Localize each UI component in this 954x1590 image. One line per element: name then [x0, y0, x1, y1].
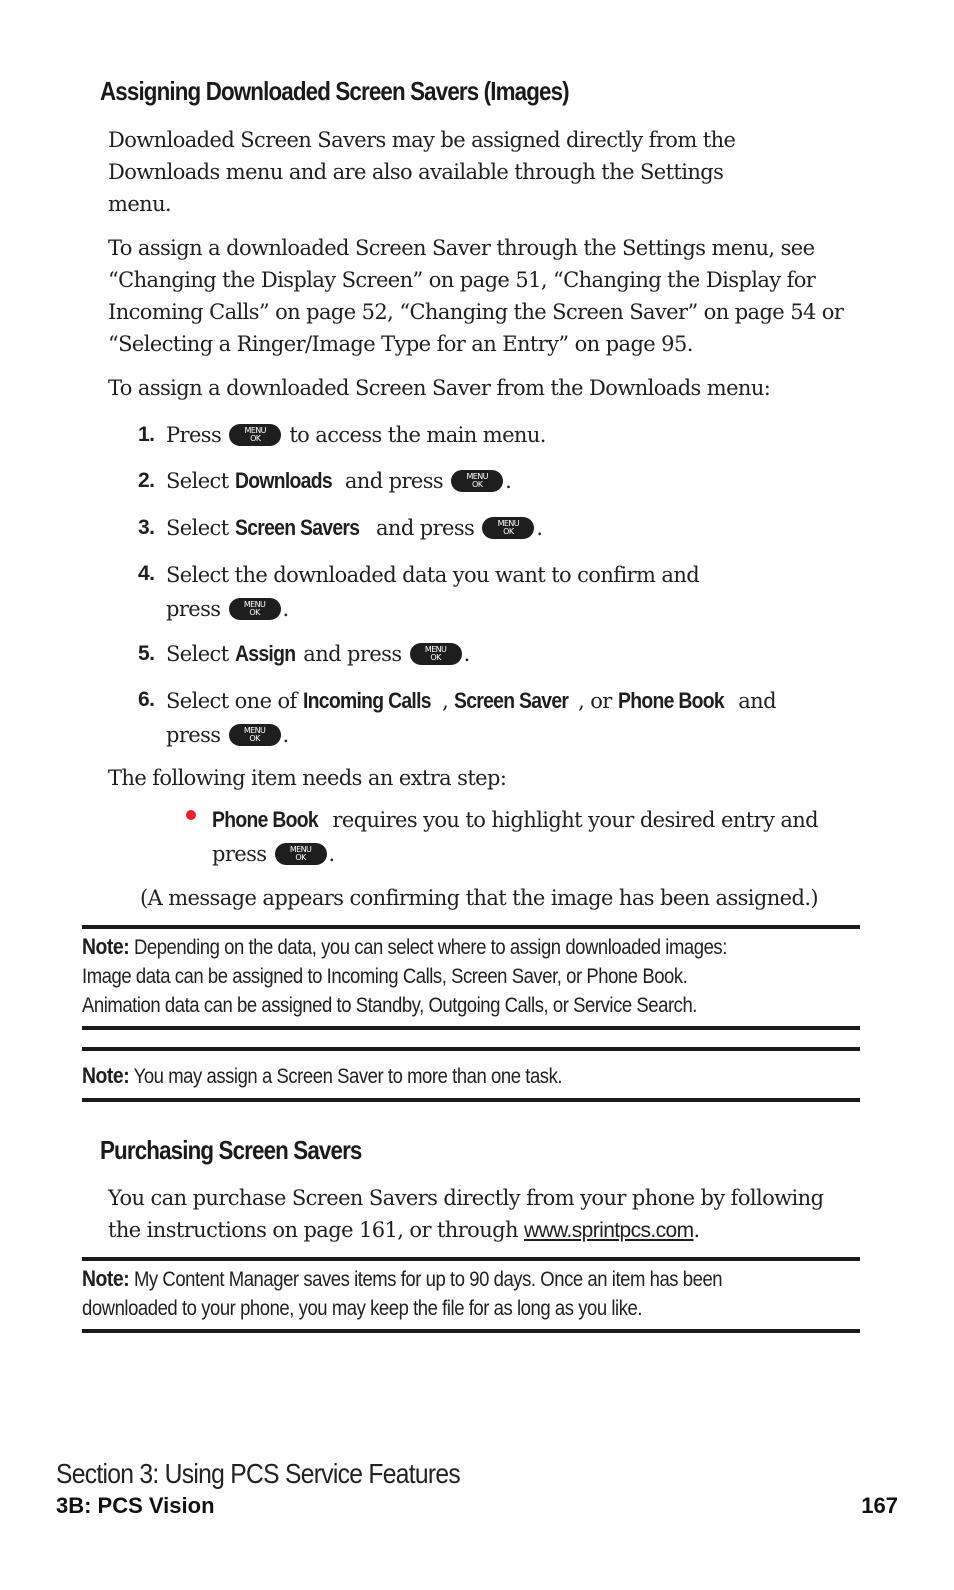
- footer-subsection: 3B: PCS Vision: [56, 1493, 215, 1518]
- note-rule-bottom: [82, 1329, 860, 1333]
- menu-term-screen-savers: Screen Savers: [234, 515, 359, 540]
- bullet-text: requires you to highlight your desired entry and: [332, 808, 819, 832]
- step-text: Press: [166, 423, 222, 447]
- bullet-item: Phone Book requires you to highlight your desired entry and press MENU OK .: [212, 803, 872, 871]
- step-text: Select: [166, 469, 229, 493]
- menu-term-phone-book: Phone Book: [617, 688, 724, 713]
- settings-paragraph: To assign a downloaded Screen Saver through the Settings menu, see “Changing the Display Screen” on page 51, “Changing the Display for Incoming Calls” on page 52, “Changing the Screen Saver” on page 54 or “Selecting a Ringer/Image Type for an Entry” on page 95.: [108, 236, 844, 356]
- bullet-text: press: [212, 842, 267, 866]
- note-text: My Content Manager saves items for up to 90 days. Once an item has been: [133, 1268, 723, 1291]
- step-text: and press: [303, 642, 402, 666]
- confirm-message: (A message appears confirming that the image has been assigned.): [140, 886, 819, 910]
- intro-paragraph: Downloaded Screen Savers may be assigned directly from the Downloads menu and are also available through the Settings menu.: [108, 128, 736, 216]
- step-text: Select: [166, 516, 229, 540]
- menu-term-screen-saver: Screen Saver: [454, 688, 569, 713]
- note-text: Depending on the data, you can select where to assign downloaded images:: [133, 936, 727, 959]
- step-number: 2.: [138, 469, 155, 492]
- step-text: Select the downloaded data you want to confirm and: [166, 563, 700, 587]
- step-6: 6. Select one of Incoming Calls , Screen Saver , or Phone Book and press MENU OK .: [138, 684, 838, 754]
- step-number: 5.: [138, 642, 155, 665]
- note-2: [82, 1061, 839, 1091]
- step-4: 4. Select the downloaded data you want to confirm and press MENU OK .: [138, 558, 838, 628]
- menu-ok-key-icon: MENU OK: [451, 470, 503, 492]
- sprintpcs-link[interactable]: www.sprintpcs.com: [523, 1219, 694, 1242]
- step-text: and press: [344, 469, 444, 493]
- note-text: Image data can be assigned to Incoming Calls, Screen Saver, or Phone Book.: [82, 965, 688, 988]
- step-text: Select one of: [166, 689, 297, 713]
- note-rule-bottom: [82, 1098, 860, 1102]
- note-label: Note:: [82, 1266, 130, 1291]
- menu-ok-key-icon: MENU OK: [410, 643, 462, 665]
- menu-ok-key-icon: MENU OK: [229, 598, 281, 620]
- section-heading: Assigning Downloaded Screen Savers (Images): [100, 76, 569, 106]
- note-rule-top: [82, 1257, 860, 1261]
- step-text: to access the main menu.: [289, 423, 546, 447]
- step-number: 3.: [138, 516, 155, 539]
- note-1: [82, 932, 839, 1020]
- footer-section-title: Section 3: Using PCS Service Features: [56, 1458, 460, 1489]
- paragraph-text: You can purchase Screen Savers directly from your phone by following: [108, 1186, 824, 1210]
- step-number: 4.: [138, 562, 155, 585]
- note-label: Note:: [82, 1063, 130, 1088]
- step-text: Select: [166, 642, 229, 666]
- menu-term-phone-book: Phone Book: [212, 807, 318, 832]
- step-text: press: [166, 723, 221, 747]
- note-3: [82, 1264, 839, 1323]
- note-rule-top: [82, 925, 860, 929]
- menu-term-assign: Assign: [234, 641, 295, 666]
- step-number: 6.: [138, 688, 155, 711]
- menu-ok-key-icon: MENU OK: [275, 843, 327, 865]
- purchase-paragraph: You can purchase Screen Savers directly from your phone by following the instructions on page 161, or through www.sprintpcs.com.: [108, 1186, 824, 1242]
- step-text: and press: [376, 516, 475, 540]
- page-number: 167: [861, 1493, 898, 1518]
- menu-term-downloads: Downloads: [234, 468, 332, 493]
- menu-ok-key-icon: MENU OK: [229, 424, 281, 446]
- note-rule-top: [82, 1047, 860, 1051]
- downloads-intro: To assign a downloaded Screen Saver from the Downloads menu:: [108, 376, 771, 400]
- extra-step-intro: The following item needs an extra step:: [108, 766, 507, 790]
- step-text: and: [738, 689, 776, 713]
- note-text: Animation data can be assigned to Standby, Outgoing Calls, or Service Search.: [82, 994, 698, 1017]
- menu-ok-key-icon: MENU OK: [482, 517, 534, 539]
- menu-ok-key-icon: MENU OK: [229, 724, 281, 746]
- step-text: press: [166, 597, 221, 621]
- note-rule-bottom: [82, 1026, 860, 1030]
- note-label: Note:: [82, 934, 130, 959]
- bullet-dot-icon: [186, 810, 196, 820]
- note-text: You may assign a Screen Saver to more than one task.: [133, 1065, 563, 1088]
- section-heading: Purchasing Screen Savers: [100, 1135, 362, 1165]
- note-text: downloaded to your phone, you may keep the file for as long as you like.: [82, 1297, 643, 1320]
- step-number: 1.: [138, 423, 155, 446]
- menu-term-incoming-calls: Incoming Calls: [302, 688, 431, 713]
- paragraph-text: the instructions on page 161, or through: [108, 1218, 518, 1242]
